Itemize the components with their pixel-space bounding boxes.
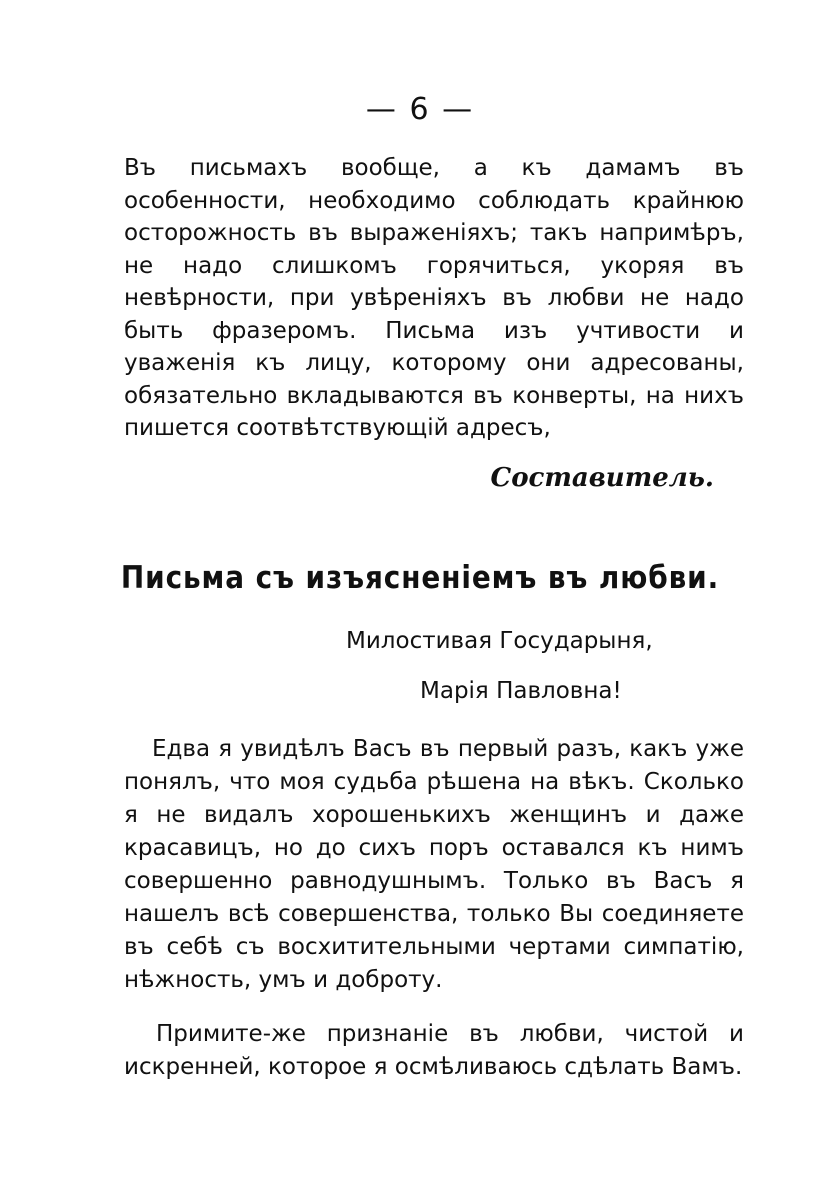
section-heading: Письма съ изъясненіемъ въ любви. (120, 560, 720, 596)
letter-paragraph-2: Примите-же признаніе въ любви, чистой и искренней, которое я осмѣливаюсь сдѣлать Вамъ. (124, 1021, 744, 1080)
salutation-line-1: Милостивая Государыня, (346, 628, 653, 654)
letter-paragraph-1: Едва я увидѣлъ Васъ въ первый разъ, какъ уже понялъ, что моя судьба рѣшена на вѣкъ. Сколько я не видалъ хорошенькихъ женщинъ и даже красавицъ, но до сихъ поръ оставался къ нимъ совершенно равнодушнымъ. Только въ Васъ я нашелъ всѣ совершенства, только Вы соединяете въ себѣ съ восхитительными чертами симпатію, нѣжность, умъ и доброту. (124, 736, 744, 993)
page-number: — 6 — (365, 92, 475, 127)
salutation-line-2: Марія Павловна! (420, 678, 622, 704)
intro-paragraph: Въ письмахъ вообще, а къ дамамъ въ особенности, необходимо соблюдать крайнюю осторожность въ выраженіяхъ; такъ напримѣръ, не надо слишкомъ горячиться, укоряя въ невѣрности, при увѣреніяхъ въ любви не надо быть фразеромъ. Письма изъ учтивости и уваженія къ лицу, которому они адресованы, обязательно вкладываются въ конверты, на нихъ пишется соотвѣтствующій адресъ, (124, 155, 744, 441)
author-signature: Составитель. (490, 463, 714, 493)
